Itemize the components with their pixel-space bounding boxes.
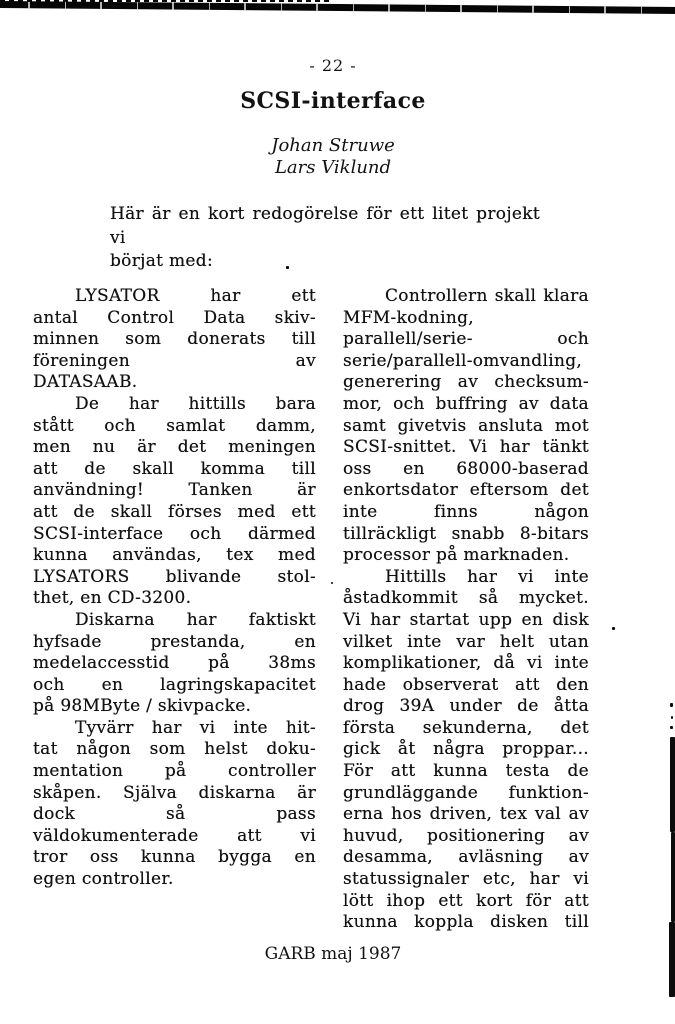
scan-speck [331, 582, 333, 584]
text-line: tror oss kunna bygga en [33, 847, 316, 868]
paragraph [343, 286, 589, 567]
article-title: SCSI-interface [240, 88, 426, 114]
text-line: Diskarna har faktiskt [75, 609, 316, 630]
text-line: gick åt några proppar... [343, 739, 589, 760]
text-line: att de skall förses med ett [33, 501, 316, 522]
text-line: kunna användas, tex med [33, 545, 316, 566]
text-line: lött ihop ett kort för att [343, 890, 589, 911]
paragraph [33, 394, 316, 610]
text-line: användning! Tanken är [33, 480, 316, 501]
text-line: vilket inte var helt utan [343, 631, 589, 652]
text-line: thet, en CD-3200. [33, 588, 192, 609]
scan-speck [671, 716, 673, 719]
text-line: Controllern skall klara [385, 286, 589, 306]
text-line: LYSATOR har ett [75, 286, 316, 306]
scan-artifact-right-edge [671, 832, 675, 922]
text-line: tillräckligt snabb 8-bitars [343, 523, 589, 544]
text-line: huvud, positionering av [343, 825, 589, 846]
text-line: DATASAAB. [33, 372, 138, 393]
text-line: börjat med: [110, 251, 213, 271]
text-line: medelaccesstid på 38ms [33, 653, 316, 674]
column-left [33, 286, 316, 891]
text-line: mentation på controller [33, 761, 316, 782]
text-line: SCSI-snittet. Vi har tänkt [343, 437, 589, 458]
text-line: För att kunna testa de [343, 761, 589, 782]
scan-speck [612, 627, 615, 630]
scan-artifact-top-edge [0, 1, 675, 14]
text-line: väldokumenterade att vi [33, 825, 316, 846]
text-line: samt givetvis ansluta mot [343, 415, 589, 436]
scan-speck [670, 726, 673, 729]
text-line: grundläggande funktion- [343, 782, 589, 803]
text-line: processor på marknaden. [343, 545, 570, 566]
text-line: parallell/serie- och [343, 329, 589, 350]
intro-text [110, 203, 540, 274]
text-line: Tyvärr har vi inte hit- [75, 717, 316, 738]
text-line: och en lagringskapacitet [33, 674, 316, 695]
scan-artifact-top-edge-nicks [0, 1, 675, 14]
text-line: serie/parallell-omvandling, [343, 350, 583, 371]
author-name: Johan Struwe [271, 135, 395, 156]
text-line: första sekunderna, det [343, 717, 589, 738]
text-line: hyfsade prestanda, en [33, 631, 316, 652]
text-line: Här är en kort redogörelse för ett litet projekt vi [110, 204, 540, 248]
text-line: MFM-kodning, [343, 307, 474, 328]
text-line: men nu är det meningen [33, 437, 316, 458]
text-line: mor, och buffring av data [343, 393, 589, 414]
page-footer: GARB maj 1987 [264, 944, 402, 964]
text-line: LYSATORS blivande stol- [33, 566, 316, 587]
page-number: - 22 - [309, 56, 357, 75]
text-line: på 98MByte / skivpacke. [33, 696, 252, 717]
text-line: SCSI-interface och därmed [33, 523, 316, 544]
text-line: Vi har startat upp en disk [343, 609, 589, 630]
scan-artifact-right-edge [670, 737, 675, 832]
text-line: att de skall komma till [33, 458, 316, 479]
authors-block [0, 135, 666, 179]
text-line: hade observerat att den [343, 674, 589, 695]
paragraph [33, 718, 316, 891]
text-line: komplikationer, då vi inte [343, 653, 589, 674]
text-line: stått och samlat damm, [33, 415, 316, 436]
text-line: De har hittills bara [75, 393, 316, 414]
text-line: antal Control Data skiv- [33, 307, 316, 328]
intro-paragraph [110, 203, 540, 274]
text-line: drog 39A under de åtta [343, 696, 589, 717]
text-line: dock så pass [33, 804, 316, 825]
text-line: enkortsdator eftersom det [343, 480, 589, 501]
scan-artifact-top-fringe [0, 0, 330, 2]
text-line: kunna koppla disken till [343, 912, 589, 933]
text-line: föreningen av [33, 350, 316, 371]
text-line: egen controller. [33, 869, 174, 890]
text-line: tat någon som helst doku- [33, 739, 316, 760]
paragraph [33, 610, 316, 718]
text-line: minnen som donerats till [33, 329, 316, 350]
text-line: skåpen. Själva diskarna är [33, 782, 316, 803]
column-right [343, 286, 589, 934]
text-line: inte finns någon [343, 501, 589, 522]
text-line: oss en 68000-baserad [343, 458, 589, 479]
scan-artifact-right-edge [669, 922, 675, 997]
text-line: generering av checksum- [343, 372, 589, 393]
paragraph [343, 567, 589, 934]
text-line: erna hos driven, tex val av [343, 804, 589, 825]
text-line: åstadkommit så mycket. [343, 588, 589, 609]
text-line: Hittills har vi inte [385, 566, 589, 587]
text-line: statussignaler etc, har vi [343, 869, 589, 890]
author-name: Lars Viklund [274, 157, 392, 178]
text-line: desamma, avläsning av [343, 847, 589, 868]
scan-speck [670, 703, 673, 707]
paragraph [33, 286, 316, 394]
